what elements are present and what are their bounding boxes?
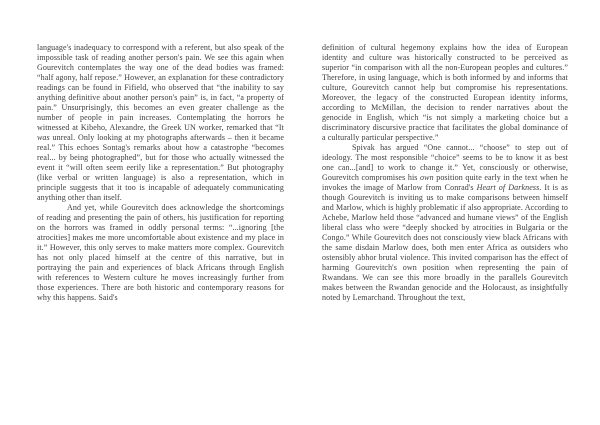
paragraph bbox=[322, 43, 568, 143]
italic-text-run: was bbox=[37, 133, 50, 142]
text-run: position quite early in the text when he invokes the image of Marlow from Conrad's bbox=[322, 173, 568, 192]
paragraph bbox=[37, 203, 284, 303]
text-run: definition of cultural hegemony explains how the idea of European identity and culture was historically constructed to be perceived as superior “in comparison with all the non-European peoples and cultures.” Therefore, in using language, which is both informed by and informs that culture, Gourevitch cannot help but compromise his representations. Moreover, the legacy of the constructed European identity informs, according to McMillan, the decision to render narratives about the genocide in English, which “is not simply a marketing choice but a discriminatory discursive practice that facilitates the global dominance of a culturally particular perspective.” bbox=[322, 43, 568, 142]
paragraph bbox=[322, 143, 568, 303]
paragraph bbox=[37, 43, 284, 203]
italic-text-run: Heart of Darkness bbox=[476, 183, 540, 192]
text-run: Spivak has argued “One cannot... “choose” to step out of ideology. The most responsible “choice” seems to be to know it as best one can...[and] to work to change it.” Yet, consciously or otherwise, Gourevitch compromises his bbox=[322, 143, 568, 182]
italic-text-run: own bbox=[420, 173, 434, 182]
text-run: . It is as though Gourevitch is inviting us to make comparisons between himself and Marlow, which is highly problematic if also appropriate. According to Achebe, Marlow held those “advanced and humane views” of the English liberal class who were “deeply shocked by atrocities in Bulgaria or the Congo.” While Gourevitch does not consciously view black Africans with the same disdain Marlow does, both men enter Africa as outsiders who ostensibly abhor brutal violence. This invited comparison has the effect of harming Gourevitch's own position when representing the pain of Rwandans. We can see this more broadly in the parallels Gourevitch makes between the Rwandan genocide and the Holocaust, as insightfully noted by Lemarchand. Throughout the text, bbox=[322, 183, 568, 302]
text-run: And yet, while Gourevitch does acknowledge the shortcomings of reading and presenting the pain of others, his justification for reporting on the horrors was framed in oddly personal terms: “...ignoring [the atrocities] makes me more uncomfortable about existence and my place in it.” However, this only serves to make matters more complex. Gourevitch has not only placed himself at the centre of this narrative, but in portraying the pain and experiences of black Africans through English with references to Western culture he moves increasingly further from those experiences. There are both historic and contemporary reasons for why this happens. Said's bbox=[37, 203, 284, 302]
text-run: unreal. Only looking at my photographs afterwards – then it became real.” This echoes Sontag's remarks about how a catastrophe “becomes real... by being photographed”, but for those who actually witnessed the event it “will often seem eerily like a representation.” But photography (like verbal or written language) is also a representation, which in principle suggests that it too is incapable of adequately communicating anything other than itself. bbox=[37, 133, 284, 202]
left-page-text-column bbox=[37, 43, 284, 303]
text-run: language's inadequacy to correspond with a referent, but also speak of the impossible task of reading another person's pain. We see this again when Gourevitch contemplates the way one of the dead bodies was framed: “half agony, half repose.” However, an explanation for these contradictory readings can be found in Fifield, who observed that “the inability to say anything definitive about another person's pain” is, in fact, “a property of pain.” Unsurprisingly, this becomes an even greater challenge as the number of people in pain increases. Contemplating the horrors he witnessed at Kibeho, Alexandre, the Greek UN worker, remarked that “It bbox=[37, 43, 284, 132]
right-page-text-column bbox=[322, 43, 568, 303]
